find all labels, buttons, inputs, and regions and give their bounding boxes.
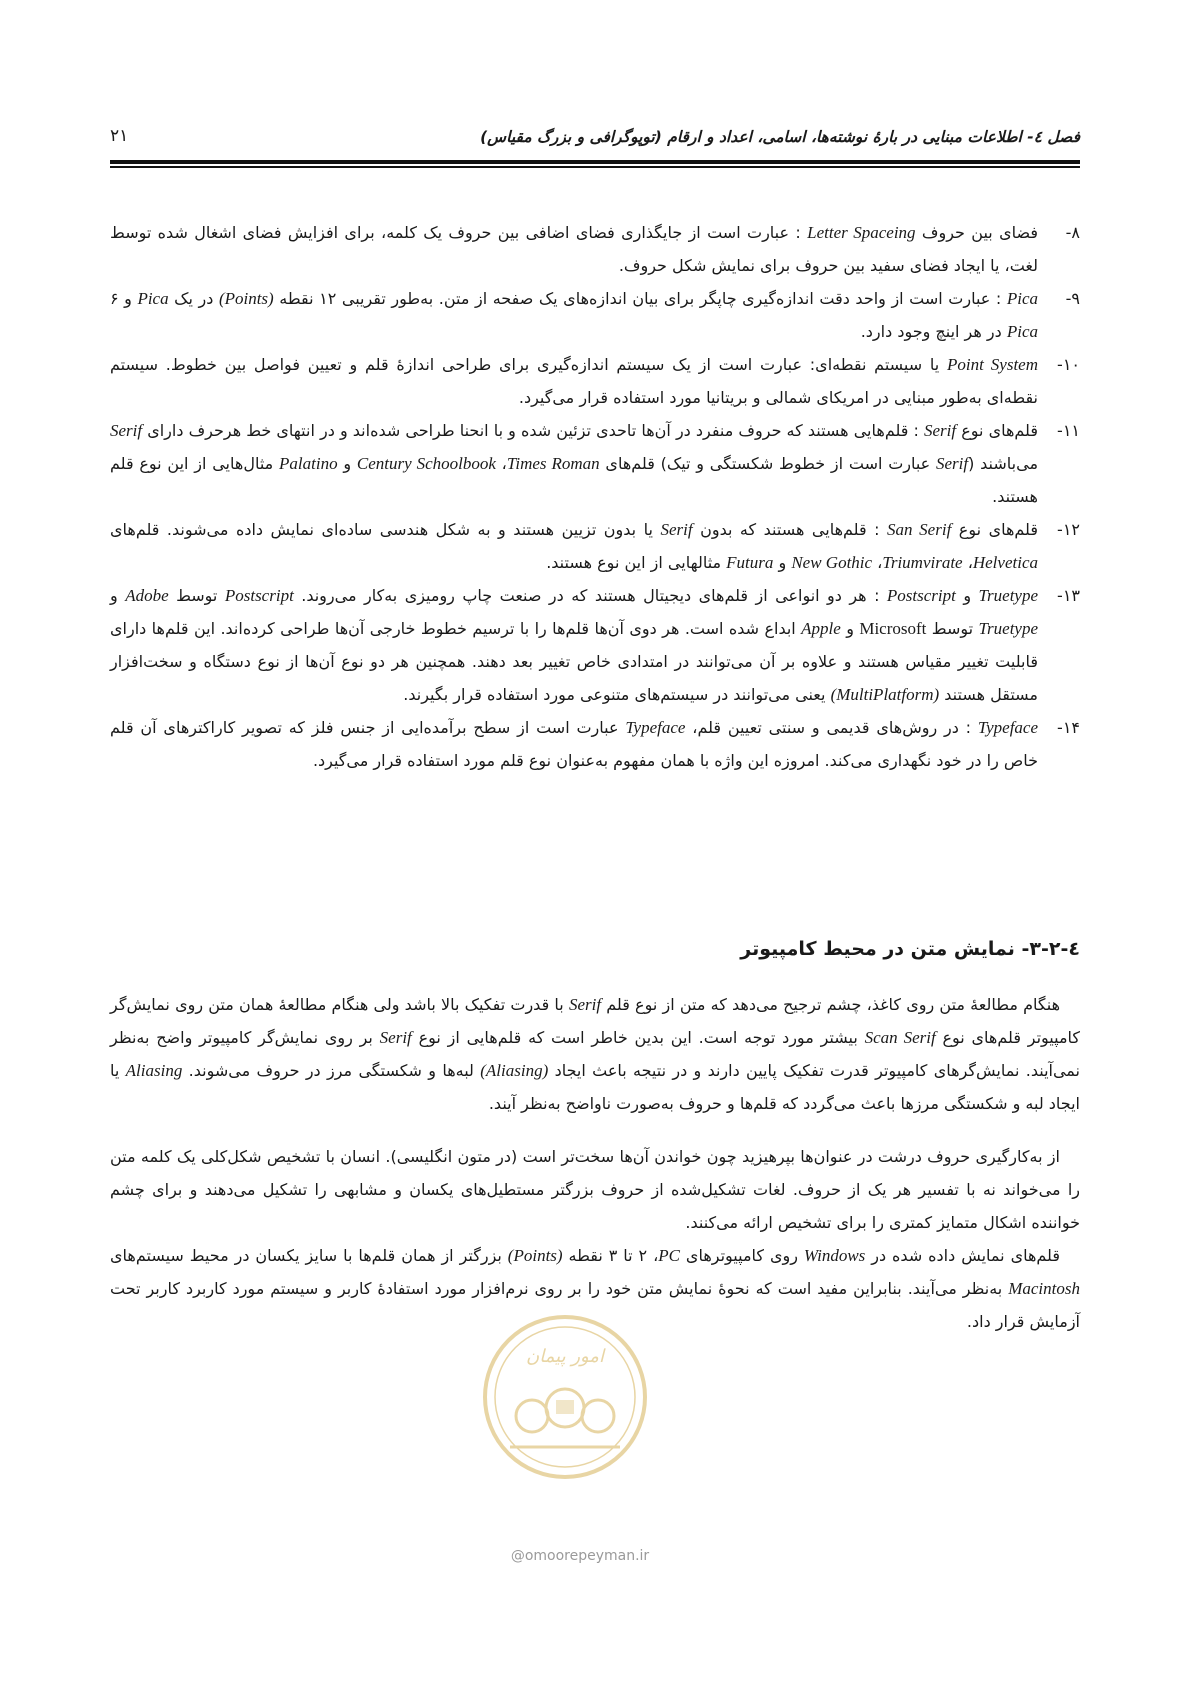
latin-term: Serif xyxy=(110,421,143,440)
latin-term: Postscript xyxy=(224,586,294,605)
latin-term: Palatino xyxy=(279,454,338,473)
latin-term: Pica xyxy=(1006,322,1038,341)
text-run: : در روش‌های قدیمی و سنتی تعیین قلم، xyxy=(685,718,978,737)
text-run: : قلم‌هایی هستند که بدون xyxy=(692,520,888,539)
text-run: روی کامپیوترهای xyxy=(679,1246,804,1265)
definition-text xyxy=(110,414,1038,513)
latin-term: PC xyxy=(658,1246,680,1265)
chapter-title: فصل ٤- اطلاعات مبنایی در بارهٔ نوشته‌ها، اسامی، اعداد و ارقام (توپوگرافی و بزرگ مقیاس) xyxy=(480,128,1080,146)
definition-item xyxy=(110,348,1080,414)
text-run: ، ۲ تا ۳ نقطه xyxy=(562,1246,659,1265)
definition-text xyxy=(110,282,1038,348)
definition-item xyxy=(110,513,1080,579)
definition-number: ۱۲- xyxy=(1057,520,1080,539)
latin-term: Adobe xyxy=(125,586,169,605)
text-run: و ۶ xyxy=(110,289,138,308)
definitions-list xyxy=(110,216,1080,777)
text-run: و xyxy=(773,553,792,572)
latin-term: Times Roman xyxy=(506,454,600,473)
page-header xyxy=(110,126,1080,146)
text-run: می‌باشند ( xyxy=(968,454,1039,473)
definition-number: ۹- xyxy=(1065,289,1080,308)
text-run: قلم‌های نوع xyxy=(956,421,1038,440)
text-run: ابداع شده است. هر دوی آن‌ها قلم‌ها را با ترسیم خطوط خارجی آن‌ها طراحی کرده‌اند. این قلم‌ها دارای قابلیت تغییر مقیاس هستند و علاوه بر آن می‌توانند در امتدادی خاص تغییر بعد دهند. همچنین هر دو نوع آن‌ها از نوع دستگاه و سخت‌افزار مستقل هستند xyxy=(110,619,1038,704)
definition-item xyxy=(110,216,1080,282)
latin-term: Aliasing xyxy=(125,1061,183,1080)
text-run: قلم‌های نوع xyxy=(951,520,1039,539)
latin-term: Truetype xyxy=(978,619,1039,638)
text-run: فضای بین حروف xyxy=(915,223,1039,242)
text-run: قلم‌های نمایش داده شده در xyxy=(865,1246,1060,1265)
definition-item xyxy=(110,579,1080,711)
definition-number: ۱۳- xyxy=(1057,586,1080,605)
text-run: در یک xyxy=(168,289,219,308)
definition-number: ۱۱- xyxy=(1057,421,1080,440)
latin-term: (MultiPlatform) xyxy=(830,685,940,704)
latin-term: Pica xyxy=(1006,289,1039,308)
latin-term: Pica xyxy=(137,289,169,308)
latin-term: Typeface xyxy=(977,718,1039,737)
text-run: مثالهایی از این نوع هستند. xyxy=(546,553,727,572)
latin-term: Serif xyxy=(568,995,602,1014)
header-rule-thin xyxy=(110,166,1080,168)
latin-term: Apple xyxy=(801,619,841,638)
text-run: عبارت است از خطوط شکستگی و تیک) قلم‌های xyxy=(599,454,937,473)
text-run: و xyxy=(840,619,860,638)
header-rule-thick xyxy=(110,160,1080,164)
latin-term: Microsoft xyxy=(859,619,927,638)
definition-item xyxy=(110,282,1080,348)
watermark-logo xyxy=(480,1312,650,1482)
latin-term: Postscript xyxy=(886,586,956,605)
paragraph xyxy=(110,988,1080,1120)
text-run: عبارت است از سطح برآمده‌ایی از جنس فلز که تصویر کاراکترهای آن قلم خاص را در خود نگهداری می‌کند. امروزه این واژه با همان مفهوم به‌عنوان نوع قلم مورد استفاده قرار می‌گیرد. xyxy=(110,718,1038,770)
text-run: هنگام مطالعهٔ متن روی کاغذ، چشم ترجیح می‌دهد که متن از نوع قلم xyxy=(601,995,1060,1014)
latin-term: Point System xyxy=(947,355,1038,374)
latin-term: Triumvirate xyxy=(882,553,963,572)
text-run: ، xyxy=(872,553,883,572)
text-run: بزرگتر از همان قلم‌ها با سایز یکسان در محیط سیستم‌های xyxy=(110,1246,508,1265)
text-run: یعنی می‌توانند در سیستم‌های متنوعی مورد استفاده قرار بگیرند. xyxy=(403,685,831,704)
latin-term: Helvetica xyxy=(972,553,1038,572)
text-run: : عبارت است از جایگذاری فضای اضافی بین حروف یک کلمه، برای افزایش فضای اشغال شده توسط لغت، یا ایجاد فضای سفید بین حروف برای نمایش شکل حروف. xyxy=(110,223,1038,275)
latin-term: Letter Spaceing xyxy=(807,223,916,242)
watermark-logo-text: امور پیمان xyxy=(526,1346,604,1367)
latin-term: New Gothic xyxy=(791,553,873,572)
definition-text xyxy=(110,513,1038,579)
latin-term: Futura xyxy=(726,553,774,572)
text-run: یا ایجاد لبه و شکستگی مرزها باعث می‌گردد که قلم‌ها و حروف به‌صورت ناواضح به‌نظر آیند. xyxy=(110,1061,1080,1113)
text-run: در هر اینچ وجود دارد. xyxy=(860,322,1007,341)
latin-term: Century Schoolbook xyxy=(356,454,496,473)
definition-text xyxy=(110,348,1038,414)
latin-term: Serif xyxy=(660,520,693,539)
definition-text xyxy=(110,579,1038,711)
text-run: : هر دو انواعی از قلم‌های دیجیتال هستند که در صنعت چاپ رومیزی به‌کار می‌روند. xyxy=(293,586,887,605)
text-run: یا بدون تزیین هستند و به شکل هندسی ساده‌ای نمایش داده می‌شوند. قلم‌های xyxy=(110,520,661,539)
definition-number: ۸- xyxy=(1065,223,1080,242)
text-run: ، xyxy=(962,553,973,572)
body-text xyxy=(110,988,1080,1358)
latin-term: Truetype xyxy=(978,586,1039,605)
page-number: ۲۱ xyxy=(110,126,129,146)
definition-text xyxy=(110,216,1038,282)
text-run: بر روی نمایش‌گر کامپیوتر واضح به‌نظر نمی‌آیند. نمایش‌گرهای کامپیوتر قدرت تفکیک پایین دارند و در نتیجه باعث ایجاد xyxy=(110,1028,1081,1080)
section-heading: ٤-۳-۲- نمایش متن در محیط کامپیوتر xyxy=(740,938,1080,960)
paragraph: از به‌کارگیری حروف درشت در عنوان‌ها بپرهیزید چون خواندن آن‌ها سخت‌تر است (در متون انگلیسی). انسان با تشخیص شکل‌کلی یک کلمه متن را می‌خواند نه با تفسیر هر یک از حروف. لغات تشکیل‌شده از حروف بزرگتر مستطیل‌های یکسان و مشابهی را تشکیل می‌دهند و برای چشم خواننده اشکال متمایز کمتری را برای تشخیص ارائه می‌کنند. xyxy=(110,1147,1080,1232)
latin-term: San Serif xyxy=(887,520,952,539)
text-run: و xyxy=(337,454,357,473)
text-run: و xyxy=(110,586,126,605)
text-run: یا سیستم نقطه‌ای: عبارت است از یک سیستم اندازه‌گیری برای طراحی اندازهٔ قلم و تعیین فواصل بین خطوط. سیستم نقطه‌ای به‌طور مبنایی در امریکای شمالی و بریتانیا مورد استفاده قرار می‌گیرد. xyxy=(110,355,1038,407)
latin-term: Serif xyxy=(379,1028,412,1047)
latin-term: (Points) xyxy=(218,289,274,308)
definition-item xyxy=(110,711,1080,777)
text-run: بیشتر مورد توجه است. این بدین خاطر است که قلم‌هایی از نوع xyxy=(411,1028,865,1047)
latin-term: Serif xyxy=(924,421,957,440)
text-run: ، xyxy=(495,454,507,473)
text-run: به‌نظر می‌آیند. بنابراین مفید است که نحوهٔ نمایش متن خود را بر روی نرم‌افزار مورد استفادهٔ کاربر و سیستم مورد کاربرد کاربر تحت آزمایش قرار داد. xyxy=(110,1279,1080,1331)
text-run: و xyxy=(955,586,979,605)
latin-term: Serif xyxy=(936,454,969,473)
text-run: لبه‌ها و شکستگی مرز در حروف می‌شوند. xyxy=(182,1061,481,1080)
text-run: : عبارت است از واحد دقت اندازه‌گیری چاپگر برای بیان اندازه‌های یک صفحه از متن. به‌طور تقریبی ۱۲ نقطه xyxy=(273,289,1007,308)
latin-term: Typeface xyxy=(625,718,686,737)
latin-term: (Aliasing) xyxy=(480,1061,549,1080)
definition-number: ۱۴- xyxy=(1057,718,1080,737)
definition-text xyxy=(110,711,1038,777)
latin-term: Macintosh xyxy=(1008,1279,1080,1298)
watermark-url: @omoorepeyman.ir xyxy=(510,1548,650,1564)
text-run: مثال‌هایی از این نوع قلم هستند. xyxy=(110,454,1038,506)
latin-term: Windows xyxy=(803,1246,866,1265)
text-run: توسط xyxy=(168,586,225,605)
definition-item xyxy=(110,414,1080,513)
text-run: : قلم‌هایی هستند که حروف منفرد در آن‌ها تاحدی تزئین شده و با انحنا طراحی شده‌اند و در انتهای خط هرحرف دارای xyxy=(142,421,924,440)
text-run: توسط xyxy=(926,619,979,638)
definition-number: ۱۰- xyxy=(1057,355,1080,374)
latin-term: Scan Serif xyxy=(864,1028,936,1047)
latin-term: (Points) xyxy=(507,1246,563,1265)
text-run: با قدرت تفکیک بالا باشد ولی هنگام مطالعهٔ همان متن روی نمایش‌گر کامپیوتر قلم‌های نوع xyxy=(110,995,1081,1047)
